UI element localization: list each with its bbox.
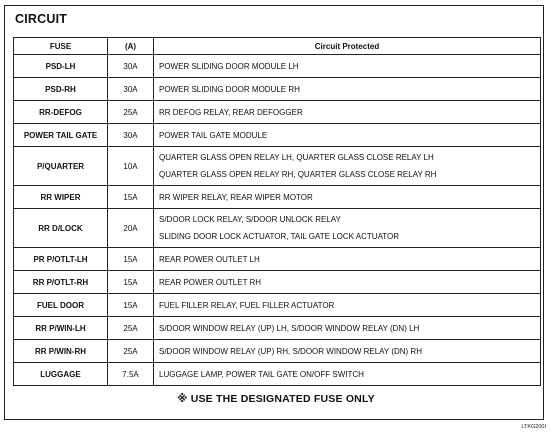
fuse-amperage-cell: 15A (108, 248, 154, 271)
fuse-table-body (14, 55, 541, 386)
table-row (14, 147, 541, 186)
table-row (14, 186, 541, 209)
fuse-amperage-cell: 15A (108, 271, 154, 294)
fuse-note: ※ USE THE DESIGNATED FUSE ONLY (177, 393, 375, 405)
table-row (14, 363, 541, 386)
table-row (14, 317, 541, 340)
circuit-protected-cell (154, 147, 541, 186)
fuse-name-cell: POWER TAIL GATE (14, 124, 108, 147)
fuse-name-cell: P/QUARTER (14, 147, 108, 186)
circuit-protected-cell (154, 271, 541, 294)
circuit-line: POWER TAIL GATE MODULE (159, 130, 268, 140)
fuse-amperage-cell: 20A (108, 209, 154, 248)
circuit-protected-cell (154, 55, 541, 78)
fuse-name-cell: RR-DEFOG (14, 101, 108, 124)
circuit-line: QUARTER GLASS OPEN RELAY LH, QUARTER GLASS CLOSE RELAY LH (159, 153, 434, 162)
fuse-amperage-cell: 30A (108, 78, 154, 101)
fuse-amperage-cell: 30A (108, 55, 154, 78)
circuit-protected-cell (154, 340, 541, 363)
table-row (14, 55, 541, 78)
circuit-protected-cell (154, 363, 541, 386)
fuse-table-container (13, 37, 540, 386)
fuse-name-cell: PR P/OTLT-LH (14, 248, 108, 271)
fuse-amperage-cell: 30A (108, 124, 154, 147)
table-row (14, 78, 541, 101)
fuse-name-cell: LUGGAGE (14, 363, 108, 386)
fuse-amperage-cell: 25A (108, 340, 154, 363)
fuse-name-cell: RR WIPER (14, 186, 108, 209)
fuse-amperage-cell: 25A (108, 317, 154, 340)
circuit-line: POWER SLIDING DOOR MODULE RH (159, 84, 300, 94)
fuse-name-cell: PSD-LH (14, 55, 108, 78)
circuit-line: REAR POWER OUTLET RH (159, 277, 262, 287)
circuit-line: LUGGAGE LAMP, POWER TAIL GATE ON/OFF SWITCH (159, 369, 364, 379)
circuit-line: S/DOOR WINDOW RELAY (UP) LH, S/DOOR WINDOW RELAY (DN) LH (159, 323, 420, 333)
table-row (14, 209, 541, 248)
circuit-line: RR DEFOG RELAY, REAR DEFOGGER (159, 107, 303, 117)
fuse-table (13, 37, 541, 386)
fuse-amperage-cell: 15A (108, 294, 154, 317)
fuse-amperage-cell: 15A (108, 186, 154, 209)
figure-code: LTKG200I (521, 424, 546, 430)
circuit-line: POWER SLIDING DOOR MODULE LH (159, 61, 299, 71)
fuse-name-cell: RR P/OTLT-RH (14, 271, 108, 294)
fuse-amperage-cell: 10A (108, 147, 154, 186)
fuse-name-cell: PSD-RH (14, 78, 108, 101)
section-title: CIRCUIT (15, 12, 68, 26)
table-row (14, 101, 541, 124)
circuit-line: REAR POWER OUTLET LH (159, 254, 260, 264)
header-amperage: (A) (108, 38, 154, 55)
table-header-row (14, 38, 541, 55)
fuse-name-cell: RR P/WIN-RH (14, 340, 108, 363)
circuit-line: QUARTER GLASS OPEN RELAY RH, QUARTER GLASS CLOSE RELAY RH (159, 170, 437, 179)
circuit-protected-cell (154, 124, 541, 147)
fuse-amperage-cell: 7.5A (108, 363, 154, 386)
table-row (14, 271, 541, 294)
fuse-name-cell: RR P/WIN-LH (14, 317, 108, 340)
circuit-line: SLIDING DOOR LOCK ACTUATOR, TAIL GATE LOCK ACTUATOR (159, 232, 400, 241)
circuit-line: FUEL FILLER RELAY, FUEL FILLER ACTUATOR (159, 300, 335, 310)
circuit-protected-cell (154, 101, 541, 124)
fuse-name-cell: RR D/LOCK (14, 209, 108, 248)
circuit-line: S/DOOR WINDOW RELAY (UP) RH, S/DOOR WINDOW RELAY (DN) RH (159, 346, 422, 356)
table-row (14, 124, 541, 147)
circuit-line: RR WIPER RELAY, REAR WIPER MOTOR (159, 192, 313, 202)
circuit-protected-cell (154, 317, 541, 340)
circuit-protected-cell (154, 78, 541, 101)
fuse-name-cell: FUEL DOOR (14, 294, 108, 317)
header-circuit-protected: Circuit Protected (154, 38, 541, 55)
table-row (14, 248, 541, 271)
circuit-protected-cell (154, 294, 541, 317)
table-row (14, 340, 541, 363)
circuit-protected-cell (154, 186, 541, 209)
circuit-protected-cell (154, 248, 541, 271)
circuit-line: S/DOOR LOCK RELAY, S/DOOR UNLOCK RELAY (159, 215, 341, 224)
table-row (14, 294, 541, 317)
circuit-protected-cell (154, 209, 541, 248)
fuse-amperage-cell: 25A (108, 101, 154, 124)
header-fuse: FUSE (14, 38, 108, 55)
